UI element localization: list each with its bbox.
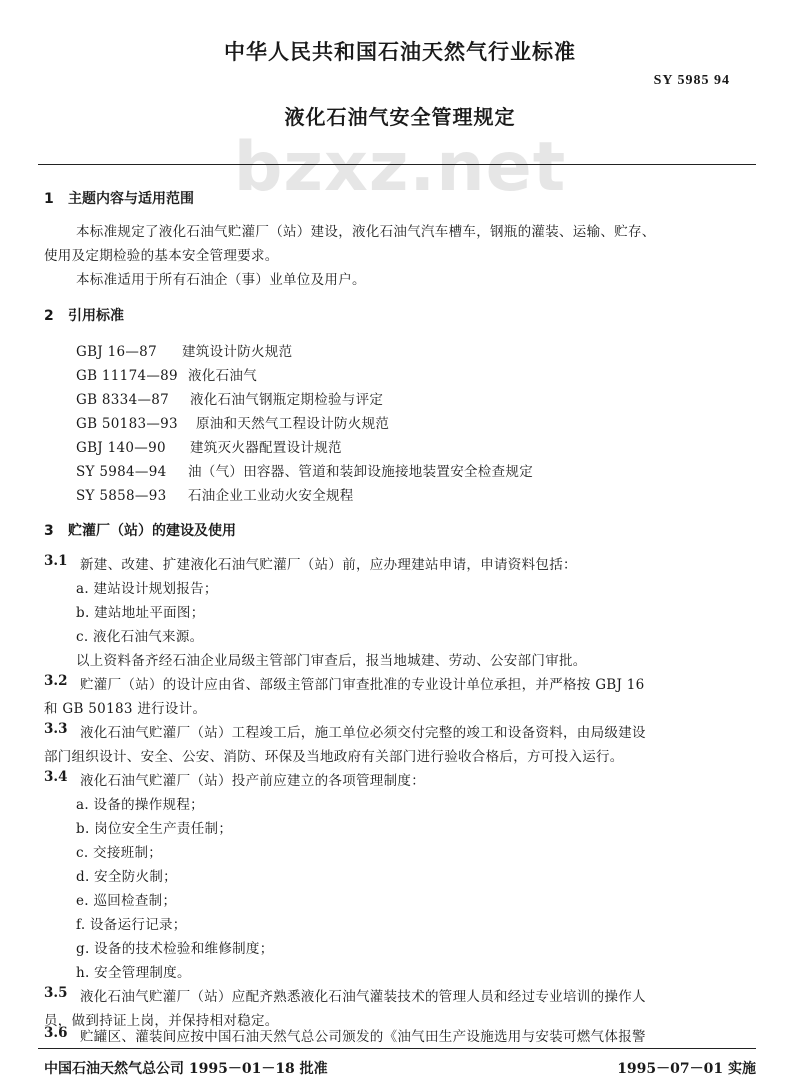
footer-divider xyxy=(38,1048,756,1049)
reference-code: GB 50183—93 xyxy=(76,416,178,432)
reference-name: 油（气）田容器、管道和装卸设施接地装置安全检查规定 xyxy=(188,464,533,480)
clause-number: 3.1 xyxy=(44,553,68,569)
section-title: 引用标准 xyxy=(68,308,124,324)
paragraph-line: 以上资料备齐经石油企业局级主管部门审查后，报当地城建、劳动、公安部门审批。 xyxy=(76,653,587,669)
clause-text: 部门组织设计、安全、公安、消防、环保及当地政府有关部门进行验收合格后，方可投入运行。 xyxy=(44,749,624,765)
section-title: 主题内容与适用范围 xyxy=(68,191,194,207)
header-divider xyxy=(38,164,756,165)
reference-name: 建筑设计防火规范 xyxy=(182,344,293,360)
clause-text: 员，做到持证上岗，并保持相对稳定。 xyxy=(44,1013,279,1029)
clause-number: 3.4 xyxy=(44,769,68,785)
document-title: 液化石油气安全管理规定 xyxy=(284,105,516,129)
reference-item xyxy=(76,484,354,504)
standard-code: SY 5985 94 xyxy=(653,73,730,88)
section-2-heading xyxy=(44,305,124,325)
clause-text: 液化石油气贮灌厂（站）投产前应建立的各项管理制度： xyxy=(80,773,425,789)
reference-code: GB 8334—87 xyxy=(76,392,170,408)
reference-name: 建筑灭火器配置设计规范 xyxy=(190,440,342,456)
clause-number: 3.3 xyxy=(44,721,68,737)
reference-code: SY 5984—94 xyxy=(76,464,167,480)
list-item: f. 设备运行记录； xyxy=(76,917,187,933)
clause-number: 3.5 xyxy=(44,985,68,1001)
reference-name: 液化石油气钢瓶定期检验与评定 xyxy=(190,392,384,408)
approval-date: 中国石油天然气总公司 1995－01－18 批准 xyxy=(44,1061,328,1077)
clause-number: 3.6 xyxy=(44,1025,68,1041)
list-item: e. 巡回检查制； xyxy=(76,893,177,909)
list-item: c. 液化石油气来源。 xyxy=(76,629,204,645)
reference-code: SY 5858—93 xyxy=(76,488,167,504)
reference-name: 原油和天然气工程设计防火规范 xyxy=(196,416,390,432)
reference-item xyxy=(76,340,292,360)
list-item: b. 建站地址平面图； xyxy=(76,605,205,621)
clause-text: 贮灌厂（站）的设计应由省、部级主管部门审查批准的专业设计单位承担，并严格按 GBJ 16 xyxy=(80,677,645,693)
clause-text: 液化石油气贮灌厂（站）工程竣工后，施工单位必须交付完整的竣工和设备资料，由局级建设 xyxy=(80,725,646,741)
section-number: 2 xyxy=(44,308,54,324)
reference-code: GB 11174—89 xyxy=(76,368,178,384)
section-3-heading xyxy=(44,520,236,540)
section-number: 1 xyxy=(44,191,54,207)
list-item: d. 安全防火制； xyxy=(76,869,177,885)
clause-text: 液化石油气贮灌厂（站）应配齐熟悉液化石油气灌装技术的管理人员和经过专业培训的操作人 xyxy=(80,989,646,1005)
paragraph-line: 本标准适用于所有石油企（事）业单位及用户。 xyxy=(76,272,366,288)
list-item: b. 岗位安全生产责任制； xyxy=(76,821,233,837)
reference-item xyxy=(76,436,342,456)
issuing-org-header: 中华人民共和国石油天然气行业标准 xyxy=(224,40,576,64)
reference-item xyxy=(76,460,533,480)
clause-text: 和 GB 50183 进行设计。 xyxy=(44,701,207,717)
list-item: h. 安全管理制度。 xyxy=(76,965,191,981)
effective-date: 1995－07－01 实施 xyxy=(617,1061,756,1077)
paragraph-line: 本标准规定了液化石油气贮灌厂（站）建设，液化石油气汽车槽车，钢瓶的灌装、运输、贮存、 xyxy=(76,224,656,240)
reference-code: GBJ 140—90 xyxy=(76,440,166,456)
reference-item xyxy=(76,364,257,384)
section-1-heading xyxy=(44,188,194,208)
reference-name: 石油企业工业动火安全规程 xyxy=(188,488,354,504)
section-title: 贮灌厂（站）的建设及使用 xyxy=(68,523,236,539)
reference-item xyxy=(76,412,389,432)
list-item: a. 建站设计规划报告； xyxy=(76,581,218,597)
paragraph-line: 使用及定期检验的基本安全管理要求。 xyxy=(44,248,279,264)
reference-item xyxy=(76,388,383,408)
section-number: 3 xyxy=(44,523,54,539)
clause-text: 新建、改建、扩建液化石油气贮灌厂（站）前，应办理建站申请，申请资料包括： xyxy=(80,557,577,573)
list-item: g. 设备的技术检验和维修制度； xyxy=(76,941,274,957)
watermark: bzxz.net xyxy=(233,128,567,207)
clause-number: 3.2 xyxy=(44,673,68,689)
list-item: a. 设备的操作规程； xyxy=(76,797,204,813)
reference-name: 液化石油气 xyxy=(188,368,257,384)
list-item: c. 交接班制； xyxy=(76,845,163,861)
reference-code: GBJ 16—87 xyxy=(76,344,157,360)
clause-text: 贮罐区、灌装间应按中国石油天然气总公司颁发的《油气田生产设施选用与安装可燃气体报警 xyxy=(80,1029,646,1045)
